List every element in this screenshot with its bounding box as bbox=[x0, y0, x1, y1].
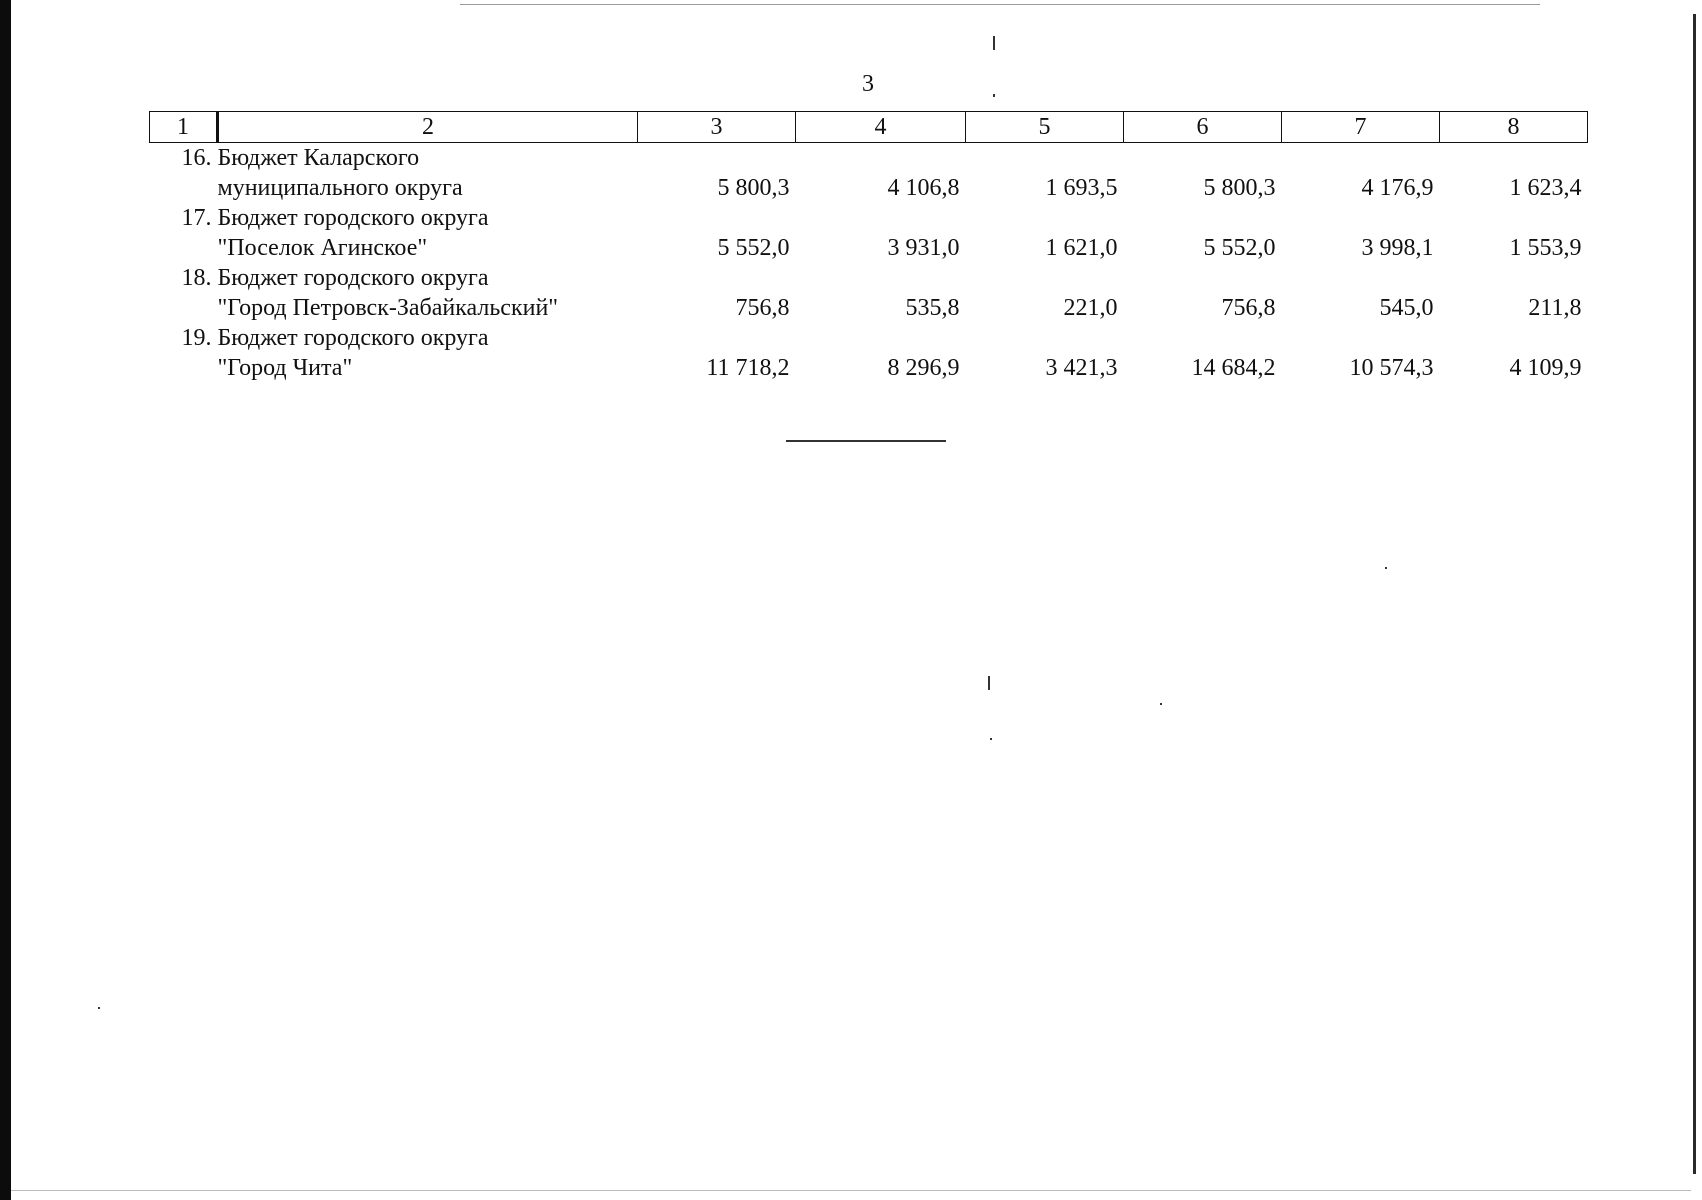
scan-border-right bbox=[1693, 14, 1696, 1174]
value-col-3: 756,8 bbox=[735, 295, 790, 321]
end-of-document-rule bbox=[786, 440, 946, 442]
scan-speck bbox=[990, 738, 992, 740]
column-header-7: 7 bbox=[1282, 112, 1440, 143]
row-index: 17. bbox=[181, 205, 212, 231]
value-col-7: 4 176,9 bbox=[1361, 175, 1434, 201]
scan-speck bbox=[98, 1007, 100, 1009]
value-col-4: 8 296,9 bbox=[887, 355, 960, 381]
value-col-8: 4 109,9 bbox=[1509, 355, 1582, 381]
row-index: 16. bbox=[181, 145, 212, 171]
value-col-3: 11 718,2 bbox=[706, 355, 790, 381]
row-name bbox=[218, 323, 638, 383]
value-col-5: 221,0 bbox=[1063, 295, 1118, 321]
value-col-6: 5 800,3 bbox=[1203, 175, 1276, 201]
scan-border-bottom bbox=[11, 1190, 1691, 1191]
row-name-line: Бюджет городского округа bbox=[217, 265, 489, 291]
row-name bbox=[218, 203, 638, 263]
column-header-1: 1 bbox=[150, 112, 218, 143]
table-row bbox=[150, 263, 1588, 323]
value-col-4: 4 106,8 bbox=[887, 175, 960, 201]
value-col-8: 211,8 bbox=[1528, 295, 1582, 321]
value-col-6: 14 684,2 bbox=[1191, 355, 1276, 381]
scan-speck bbox=[993, 36, 995, 50]
table-row bbox=[150, 323, 1588, 383]
row-name-line: Бюджет Каларского bbox=[217, 145, 420, 171]
column-header-4: 4 bbox=[796, 112, 966, 143]
value-col-8: 1 553,9 bbox=[1509, 235, 1582, 261]
value-col-3: 5 552,0 bbox=[717, 235, 790, 261]
row-name-line: "Город Чита" bbox=[217, 355, 353, 381]
value-col-7: 545,0 bbox=[1379, 295, 1434, 321]
scan-border-top bbox=[460, 4, 1540, 5]
value-col-7: 3 998,1 bbox=[1361, 235, 1434, 261]
scan-speck bbox=[1385, 567, 1387, 569]
row-name-line: "Город Петровск-Забайкальский" bbox=[217, 295, 559, 321]
value-col-4: 3 931,0 bbox=[887, 235, 960, 261]
value-col-4: 535,8 bbox=[905, 295, 960, 321]
row-name bbox=[218, 143, 638, 204]
column-header-8: 8 bbox=[1440, 112, 1588, 143]
column-header-6: 6 bbox=[1124, 112, 1282, 143]
scan-speck bbox=[1160, 703, 1162, 705]
table-header-row bbox=[150, 112, 1588, 143]
value-col-7: 10 574,3 bbox=[1349, 355, 1434, 381]
row-index: 18. bbox=[181, 265, 212, 291]
row-name-line: "Поселок Агинское" bbox=[217, 235, 428, 261]
value-col-5: 1 621,0 bbox=[1045, 235, 1118, 261]
value-col-3: 5 800,3 bbox=[717, 175, 790, 201]
column-header-3: 3 bbox=[638, 112, 796, 143]
value-col-5: 3 421,3 bbox=[1045, 355, 1118, 381]
scan-border-left bbox=[0, 0, 11, 1200]
row-index: 19. bbox=[181, 325, 212, 351]
row-name bbox=[218, 263, 638, 323]
scan-speck bbox=[988, 676, 990, 690]
row-name-line: Бюджет городского округа bbox=[217, 325, 489, 351]
page-number: 3 bbox=[862, 71, 874, 97]
row-name-line: Бюджет городского округа bbox=[217, 205, 489, 231]
budget-table bbox=[149, 111, 1588, 383]
value-col-5: 1 693,5 bbox=[1045, 175, 1118, 201]
table-row bbox=[150, 203, 1588, 263]
value-col-6: 5 552,0 bbox=[1203, 235, 1276, 261]
row-name-line: муниципального округа bbox=[217, 175, 463, 201]
column-header-5: 5 bbox=[966, 112, 1124, 143]
value-col-8: 1 623,4 bbox=[1509, 175, 1582, 201]
column-header-2: 2 bbox=[218, 112, 638, 143]
scan-speck bbox=[993, 94, 995, 97]
table-row bbox=[150, 143, 1588, 204]
value-col-6: 756,8 bbox=[1221, 295, 1276, 321]
